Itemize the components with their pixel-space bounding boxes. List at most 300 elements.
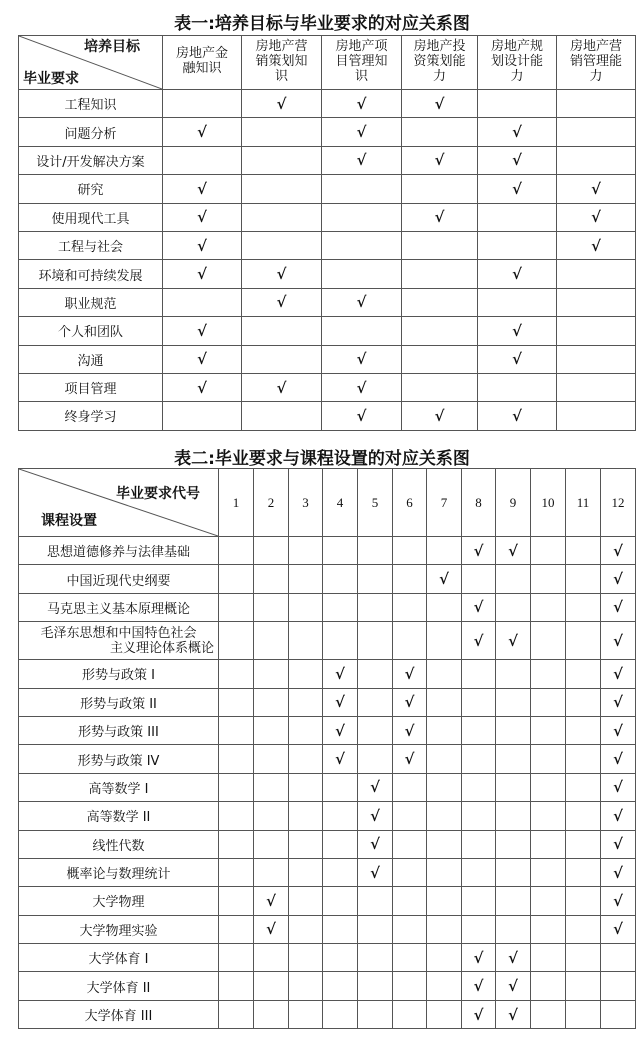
check-mark-icon: √ — [508, 541, 518, 560]
check-cell — [462, 622, 496, 660]
course-name: 中国近现代史纲要 — [19, 565, 219, 593]
empty-cell — [254, 1000, 289, 1028]
empty-cell — [393, 1000, 427, 1028]
empty-cell — [289, 565, 323, 593]
empty-cell — [323, 773, 358, 801]
requirement-code-header: 5 — [358, 469, 393, 537]
check-mark-icon: √ — [512, 123, 522, 142]
requirement-code-header: 7 — [427, 469, 462, 537]
empty-cell — [254, 565, 289, 593]
check-mark-icon: √ — [613, 541, 623, 560]
table-row — [19, 773, 636, 801]
empty-cell — [219, 858, 254, 886]
empty-cell — [601, 1000, 636, 1028]
check-cell — [322, 90, 402, 118]
empty-cell — [254, 802, 289, 830]
column-header-line: 划设计能 — [490, 54, 543, 69]
check-mark-icon: √ — [356, 293, 367, 312]
empty-cell — [254, 660, 289, 688]
check-cell — [601, 537, 636, 565]
empty-cell — [242, 402, 322, 430]
empty-cell — [393, 537, 427, 565]
check-mark-icon: √ — [404, 721, 415, 740]
check-cell — [462, 1000, 496, 1028]
empty-cell — [393, 972, 427, 1000]
check-cell — [163, 175, 242, 203]
check-cell — [323, 660, 358, 688]
check-mark-icon: √ — [276, 378, 287, 397]
check-cell — [358, 858, 393, 886]
empty-cell — [462, 858, 496, 886]
empty-cell — [358, 537, 393, 565]
check-cell — [242, 288, 322, 316]
empty-cell — [496, 716, 531, 744]
check-mark-icon: √ — [197, 208, 207, 227]
course-name: 马克思主义基本原理概论 — [19, 593, 219, 621]
empty-cell — [566, 716, 601, 744]
empty-cell — [557, 345, 636, 373]
empty-cell — [531, 716, 566, 744]
check-mark-icon: √ — [613, 598, 623, 617]
table2-header-row — [19, 469, 636, 537]
table-row — [19, 944, 636, 972]
check-mark-icon: √ — [276, 94, 287, 113]
empty-cell — [163, 288, 242, 316]
column-header-line: 力 — [432, 69, 446, 84]
check-mark-icon: √ — [613, 664, 623, 683]
course-name-line: 主义理论体系概论 — [109, 640, 214, 656]
empty-cell — [531, 887, 566, 915]
empty-cell — [557, 90, 636, 118]
empty-cell — [163, 90, 242, 118]
check-mark-icon: √ — [613, 570, 623, 589]
check-mark-icon: √ — [613, 920, 623, 939]
empty-cell — [254, 745, 289, 773]
check-cell — [242, 260, 322, 288]
check-cell — [496, 944, 531, 972]
empty-cell — [358, 565, 393, 593]
empty-cell — [427, 716, 462, 744]
empty-cell — [566, 802, 601, 830]
check-cell — [254, 915, 289, 943]
check-cell — [478, 175, 557, 203]
course-name: 形势与政策 Ⅰ — [19, 660, 219, 688]
empty-cell — [289, 802, 323, 830]
empty-cell — [601, 972, 636, 1000]
check-cell — [358, 830, 393, 858]
check-cell — [601, 830, 636, 858]
empty-cell — [289, 688, 323, 716]
table1-column-header — [322, 36, 402, 90]
empty-cell — [402, 260, 478, 288]
check-cell — [393, 716, 427, 744]
empty-cell — [566, 593, 601, 621]
empty-cell — [219, 622, 254, 660]
check-mark-icon: √ — [356, 350, 367, 369]
column-header-line: 识 — [354, 69, 368, 84]
check-mark-icon: √ — [613, 891, 623, 910]
empty-cell — [496, 745, 531, 773]
check-mark-icon: √ — [512, 151, 522, 170]
requirement-code-header: 1 — [219, 469, 254, 537]
empty-cell — [219, 565, 254, 593]
table-row — [19, 972, 636, 1000]
empty-cell — [322, 231, 402, 259]
check-cell — [478, 146, 557, 174]
empty-cell — [219, 887, 254, 915]
check-cell — [358, 802, 393, 830]
check-mark-icon: √ — [335, 664, 345, 683]
check-cell — [322, 402, 402, 430]
empty-cell — [427, 773, 462, 801]
empty-cell — [531, 1000, 566, 1028]
empty-cell — [393, 773, 427, 801]
empty-cell — [402, 288, 478, 316]
check-mark-icon: √ — [266, 920, 276, 939]
empty-cell — [462, 688, 496, 716]
check-mark-icon: √ — [613, 835, 623, 854]
check-cell — [557, 231, 636, 259]
empty-cell — [163, 402, 242, 430]
table-row — [19, 373, 636, 401]
check-mark-icon: √ — [197, 265, 207, 284]
check-mark-icon: √ — [356, 123, 367, 142]
requirements-courses-table — [18, 468, 636, 1029]
empty-cell — [462, 773, 496, 801]
check-mark-icon: √ — [356, 406, 367, 425]
empty-cell — [242, 118, 322, 146]
empty-cell — [566, 565, 601, 593]
empty-cell — [242, 146, 322, 174]
empty-cell — [566, 887, 601, 915]
table1-title: 表一:培养目标与毕业要求的对应关系图 — [174, 14, 470, 34]
empty-cell — [402, 345, 478, 373]
empty-cell — [531, 858, 566, 886]
check-cell — [462, 972, 496, 1000]
table1-column-header — [242, 36, 322, 90]
empty-cell — [219, 716, 254, 744]
empty-cell — [163, 146, 242, 174]
empty-cell — [427, 802, 462, 830]
empty-cell — [601, 944, 636, 972]
column-header-line: 销管理能 — [569, 54, 622, 69]
empty-cell — [358, 716, 393, 744]
empty-cell — [557, 373, 636, 401]
table-row — [19, 622, 636, 660]
check-mark-icon: √ — [356, 378, 367, 397]
corner-top-label: 毕业要求代号 — [116, 486, 200, 502]
empty-cell — [566, 537, 601, 565]
empty-cell — [254, 830, 289, 858]
course-name: 大学体育 Ⅰ — [19, 944, 219, 972]
empty-cell — [462, 716, 496, 744]
empty-cell — [393, 565, 427, 593]
check-cell — [163, 203, 242, 231]
check-cell — [254, 887, 289, 915]
empty-cell — [323, 887, 358, 915]
corner-bottom-label: 毕业要求 — [23, 71, 79, 87]
table2-corner-cell — [19, 469, 219, 537]
empty-cell — [531, 802, 566, 830]
empty-cell — [393, 858, 427, 886]
course-name: 高等数学 Ⅰ — [19, 773, 219, 801]
empty-cell — [219, 802, 254, 830]
empty-cell — [557, 317, 636, 345]
row-label: 工程与社会 — [19, 231, 163, 259]
course-name: 形势与政策 IV — [19, 745, 219, 773]
empty-cell — [566, 830, 601, 858]
empty-cell — [254, 773, 289, 801]
check-mark-icon: √ — [508, 631, 518, 650]
check-mark-icon: √ — [508, 1005, 518, 1024]
empty-cell — [462, 830, 496, 858]
check-mark-icon: √ — [197, 123, 207, 142]
empty-cell — [462, 565, 496, 593]
check-mark-icon: √ — [370, 863, 380, 882]
empty-cell — [427, 944, 462, 972]
empty-cell — [427, 830, 462, 858]
check-mark-icon: √ — [473, 948, 484, 967]
check-mark-icon: √ — [613, 778, 623, 797]
table1-column-header — [557, 36, 636, 90]
empty-cell — [358, 622, 393, 660]
empty-cell — [289, 593, 323, 621]
empty-cell — [219, 537, 254, 565]
check-cell — [496, 972, 531, 1000]
check-mark-icon: √ — [591, 208, 601, 227]
empty-cell — [289, 887, 323, 915]
empty-cell — [566, 972, 601, 1000]
requirement-code-header: 8 — [462, 469, 496, 537]
empty-cell — [496, 593, 531, 621]
check-cell — [601, 773, 636, 801]
empty-cell — [402, 231, 478, 259]
empty-cell — [427, 745, 462, 773]
empty-cell — [219, 773, 254, 801]
empty-cell — [531, 622, 566, 660]
check-mark-icon: √ — [356, 151, 367, 170]
empty-cell — [462, 802, 496, 830]
empty-cell — [427, 688, 462, 716]
empty-cell — [242, 231, 322, 259]
empty-cell — [219, 688, 254, 716]
requirement-code-header: 12 — [601, 469, 636, 537]
course-name: 形势与政策 III — [19, 716, 219, 744]
check-mark-icon: √ — [197, 236, 207, 255]
course-name — [19, 622, 219, 660]
empty-cell — [496, 830, 531, 858]
check-cell — [402, 90, 478, 118]
check-mark-icon: √ — [512, 265, 522, 284]
empty-cell — [566, 944, 601, 972]
empty-cell — [254, 622, 289, 660]
column-header-line: 房地产项 — [335, 39, 388, 54]
empty-cell — [566, 688, 601, 716]
empty-cell — [393, 887, 427, 915]
check-cell — [163, 118, 242, 146]
corner-top-label: 培养目标 — [84, 39, 140, 55]
check-mark-icon: √ — [613, 721, 623, 740]
empty-cell — [566, 858, 601, 886]
empty-cell — [323, 915, 358, 943]
table-row — [19, 887, 636, 915]
empty-cell — [427, 593, 462, 621]
empty-cell — [358, 915, 393, 943]
empty-cell — [427, 887, 462, 915]
check-cell — [163, 373, 242, 401]
empty-cell — [289, 830, 323, 858]
empty-cell — [322, 260, 402, 288]
course-name: 思想道德修养与法律基础 — [19, 537, 219, 565]
row-label: 职业规范 — [19, 288, 163, 316]
check-cell — [322, 146, 402, 174]
check-cell — [322, 345, 402, 373]
empty-cell — [322, 203, 402, 231]
empty-cell — [323, 972, 358, 1000]
column-header-line: 目管理知 — [335, 54, 388, 69]
empty-cell — [478, 203, 557, 231]
check-mark-icon: √ — [434, 406, 445, 425]
check-mark-icon: √ — [335, 693, 345, 712]
empty-cell — [462, 745, 496, 773]
table-row — [19, 537, 636, 565]
empty-cell — [496, 858, 531, 886]
check-mark-icon: √ — [613, 863, 623, 882]
empty-cell — [219, 972, 254, 1000]
row-label: 研究 — [19, 175, 163, 203]
empty-cell — [219, 915, 254, 943]
row-label: 工程知识 — [19, 90, 163, 118]
check-cell — [478, 260, 557, 288]
empty-cell — [462, 660, 496, 688]
check-cell — [393, 688, 427, 716]
table-row — [19, 688, 636, 716]
check-cell — [478, 317, 557, 345]
empty-cell — [402, 175, 478, 203]
table-row — [19, 830, 636, 858]
check-cell — [402, 203, 478, 231]
check-cell — [322, 118, 402, 146]
table-row — [19, 317, 636, 345]
check-cell — [601, 716, 636, 744]
check-mark-icon: √ — [197, 350, 207, 369]
check-cell — [402, 402, 478, 430]
check-cell — [163, 231, 242, 259]
empty-cell — [242, 345, 322, 373]
table-row — [19, 90, 636, 118]
check-cell — [323, 688, 358, 716]
empty-cell — [289, 944, 323, 972]
empty-cell — [358, 660, 393, 688]
check-mark-icon: √ — [473, 541, 484, 560]
empty-cell — [531, 745, 566, 773]
empty-cell — [402, 317, 478, 345]
empty-cell — [531, 773, 566, 801]
empty-cell — [531, 915, 566, 943]
empty-cell — [427, 660, 462, 688]
table-row — [19, 231, 636, 259]
empty-cell — [289, 622, 323, 660]
table1-column-header — [478, 36, 557, 90]
empty-cell — [289, 745, 323, 773]
empty-cell — [557, 402, 636, 430]
check-mark-icon: √ — [370, 835, 380, 854]
requirement-code-header: 9 — [496, 469, 531, 537]
check-cell — [402, 146, 478, 174]
table1-corner-cell — [19, 36, 163, 90]
table-row — [19, 745, 636, 773]
column-header-line: 房地产规 — [490, 39, 543, 54]
empty-cell — [289, 660, 323, 688]
empty-cell — [566, 915, 601, 943]
empty-cell — [242, 203, 322, 231]
empty-cell — [323, 944, 358, 972]
empty-cell — [566, 773, 601, 801]
empty-cell — [496, 660, 531, 688]
empty-cell — [323, 802, 358, 830]
empty-cell — [496, 688, 531, 716]
empty-cell — [427, 537, 462, 565]
table-row — [19, 146, 636, 174]
empty-cell — [358, 688, 393, 716]
course-name: 高等数学 II — [19, 802, 219, 830]
course-name: 概率论与数理统计 — [19, 858, 219, 886]
check-mark-icon: √ — [512, 179, 522, 198]
empty-cell — [531, 565, 566, 593]
row-label: 设计/开发解决方案 — [19, 146, 163, 174]
row-label: 沟通 — [19, 345, 163, 373]
row-label: 项目管理 — [19, 373, 163, 401]
check-mark-icon: √ — [508, 948, 518, 967]
empty-cell — [289, 773, 323, 801]
course-name: 大学体育 II — [19, 972, 219, 1000]
empty-cell — [289, 972, 323, 1000]
empty-cell — [323, 858, 358, 886]
check-mark-icon: √ — [473, 977, 484, 996]
empty-cell — [566, 660, 601, 688]
check-mark-icon: √ — [197, 179, 207, 198]
empty-cell — [427, 1000, 462, 1028]
check-mark-icon: √ — [335, 721, 345, 740]
empty-cell — [531, 660, 566, 688]
column-header-line: 房地产营 — [255, 39, 308, 54]
check-mark-icon: √ — [591, 236, 601, 255]
check-cell — [601, 887, 636, 915]
row-label: 问题分析 — [19, 118, 163, 146]
check-mark-icon: √ — [508, 977, 518, 996]
check-mark-icon: √ — [276, 265, 287, 284]
empty-cell — [478, 90, 557, 118]
empty-cell — [557, 146, 636, 174]
check-cell — [242, 373, 322, 401]
check-cell — [323, 716, 358, 744]
empty-cell — [254, 593, 289, 621]
check-mark-icon: √ — [439, 570, 449, 589]
check-mark-icon: √ — [613, 750, 623, 769]
requirement-code-header: 3 — [289, 469, 323, 537]
table-row — [19, 260, 636, 288]
empty-cell — [496, 565, 531, 593]
table-row — [19, 660, 636, 688]
check-cell — [478, 118, 557, 146]
table-row — [19, 402, 636, 430]
empty-cell — [323, 593, 358, 621]
goals-requirements-table — [18, 35, 636, 431]
empty-cell — [323, 622, 358, 660]
empty-cell — [496, 887, 531, 915]
empty-cell — [531, 688, 566, 716]
check-mark-icon: √ — [613, 806, 623, 825]
